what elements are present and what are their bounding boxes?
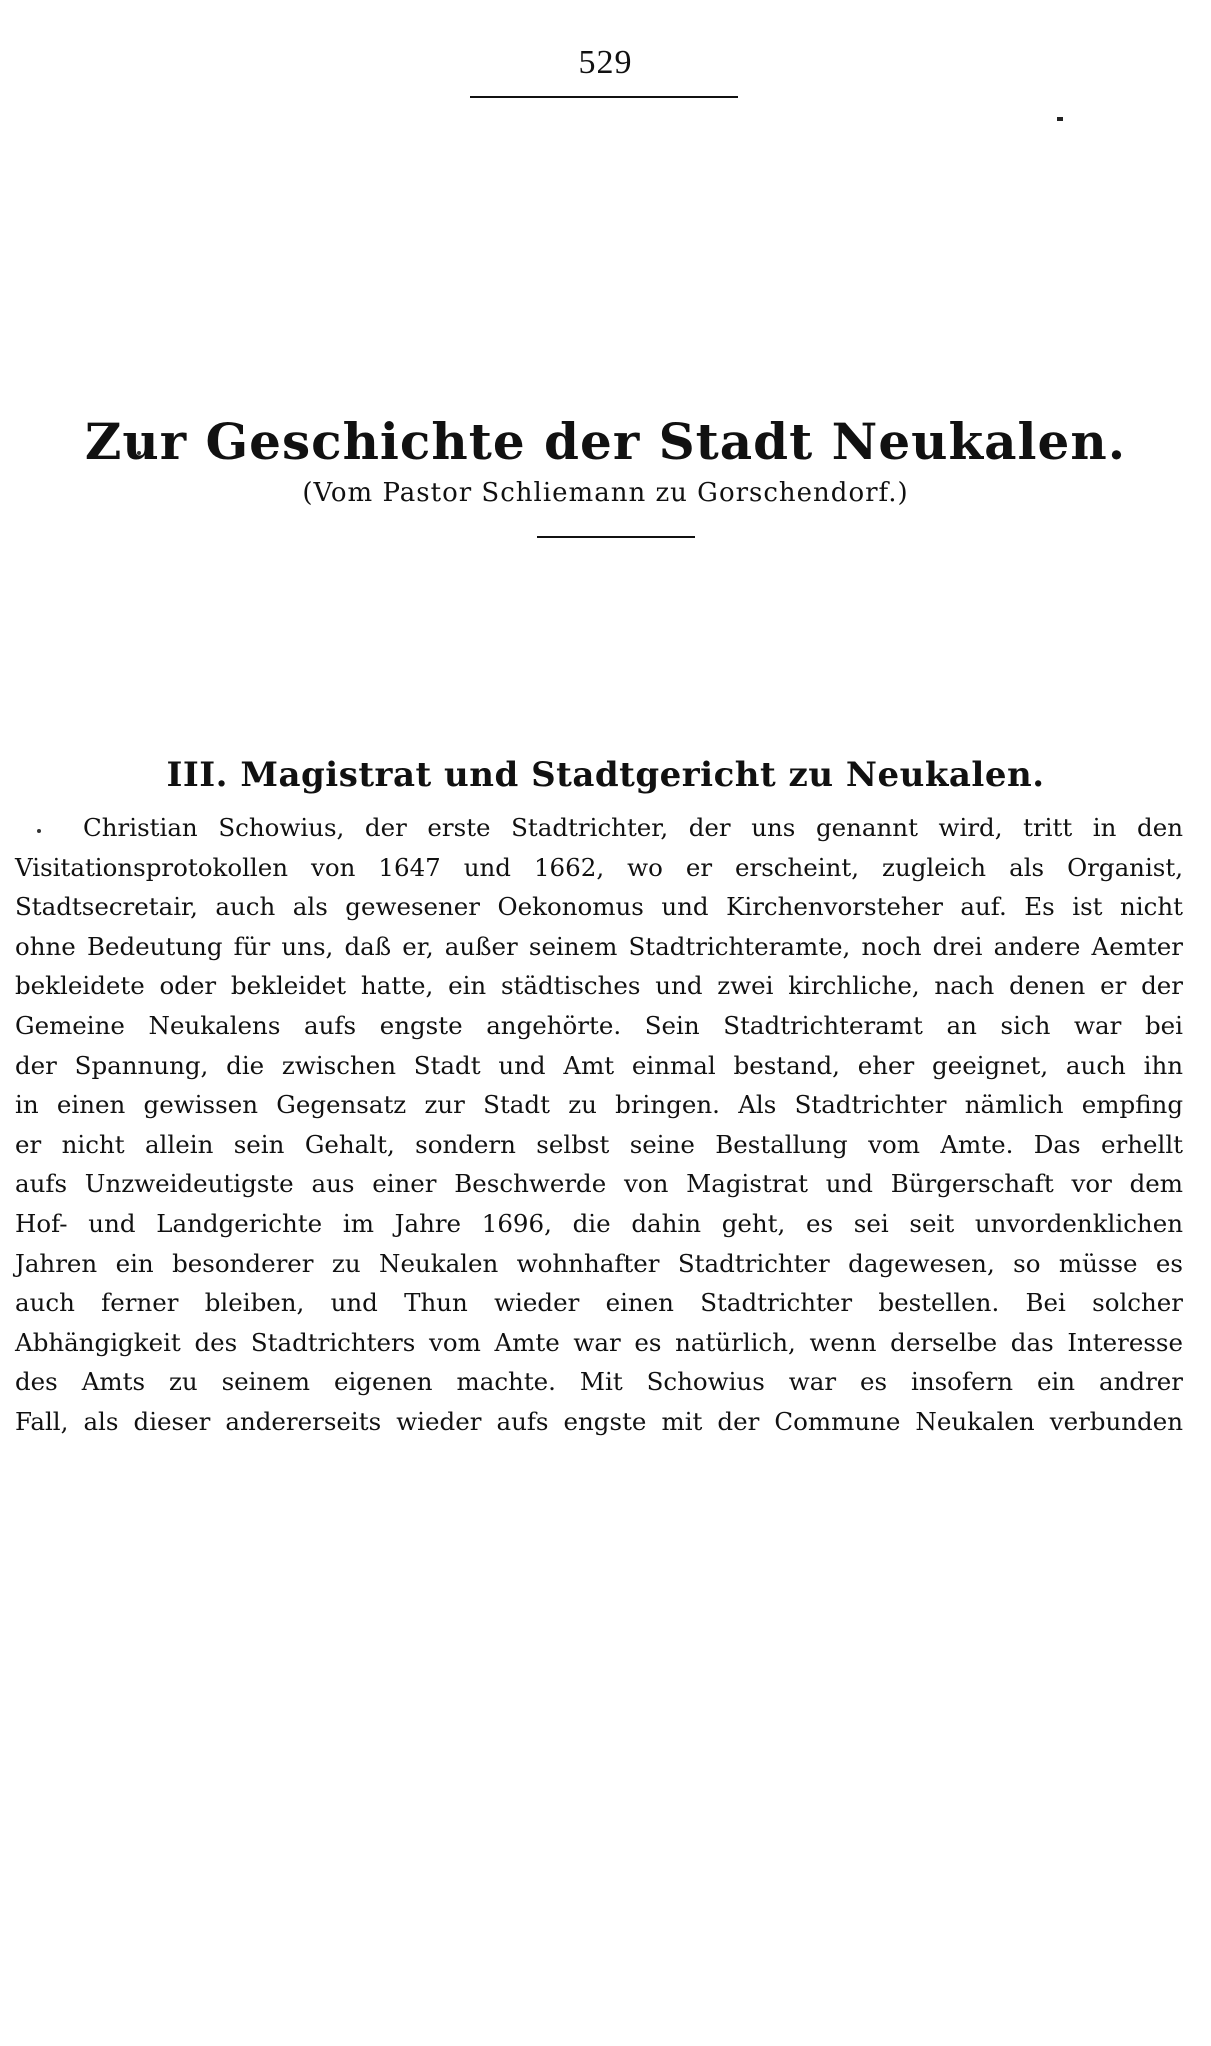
header-rule — [470, 96, 738, 98]
body-line: Visitationsprotokollen von 1647 und 1662, wo er erscheint, zugleich als Organist, — [15, 852, 1183, 882]
title-rule — [537, 536, 695, 538]
body-line: Christian Schowius, der erste Stadtrichter, der uns genannt wird, tritt in den — [83, 813, 1183, 842]
body-text — [15, 808, 1183, 1442]
body-line: aufs Unzweideutigste aus einer Beschwerde von Magistrat und Bürgerschaft vor dem — [15, 1169, 1183, 1199]
body-line: er nicht allein sein Gehalt, sondern selbst seine Bestallung vom Amte. Das erhellt — [15, 1129, 1183, 1159]
section-heading: III. Magistrat und Stadtgericht zu Neukalen. — [166, 755, 1045, 795]
body-line: auch ferner bleiben, und Thun wieder einen Stadtrichter bestellen. Bei solcher — [15, 1288, 1183, 1318]
article-title: Zur Geschichte der Stadt Neukalen. — [84, 412, 1127, 471]
body-line: Fall, als dieser andererseits wieder aufs engste mit der Commune Neukalen verbunden — [15, 1406, 1183, 1436]
body-line: der Spannung, die zwischen Stadt und Amt einmal bestand, eher geeignet, auch ihn — [15, 1050, 1183, 1080]
body-line: Gemeine Neukalens aufs engste angehörte. Sein Stadtrichteramt an sich war bei — [15, 1010, 1183, 1040]
page-number: 529 — [578, 44, 633, 81]
body-line: Abhängigkeit des Stadtrichters vom Amte war es natürlich, wenn derselbe das Interesse — [15, 1327, 1183, 1357]
scan-speck — [1057, 117, 1063, 121]
body-line: des Amts zu seinem eigenen machte. Mit Schowius war es insofern ein andrer — [15, 1367, 1183, 1397]
body-line: ohne Bedeutung für uns, daß er, außer seinem Stadtrichteramte, noch drei andere Aemter — [15, 931, 1183, 961]
body-line: in einen gewissen Gegensatz zur Stadt zu bringen. Als Stadtrichter nämlich empfing — [15, 1090, 1183, 1120]
article-subtitle: (Vom Pastor Schliemann zu Gorschendorf.) — [302, 478, 909, 508]
body-line: Hof- und Landgerichte im Jahre 1696, die dahin geht, es sei seit unvordenklichen — [15, 1208, 1183, 1238]
body-line: Stadtsecretair, auch als gewesener Oekonomus und Kirchenvorsteher auf. Es ist nicht — [15, 892, 1183, 922]
body-line: Jahren ein besonderer zu Neukalen wohnhafter Stadtrichter dagewesen, so müsse es — [15, 1248, 1183, 1278]
body-line: bekleidete oder bekleidet hatte, ein städtisches und zwei kirchliche, nach denen er der — [15, 971, 1183, 1001]
